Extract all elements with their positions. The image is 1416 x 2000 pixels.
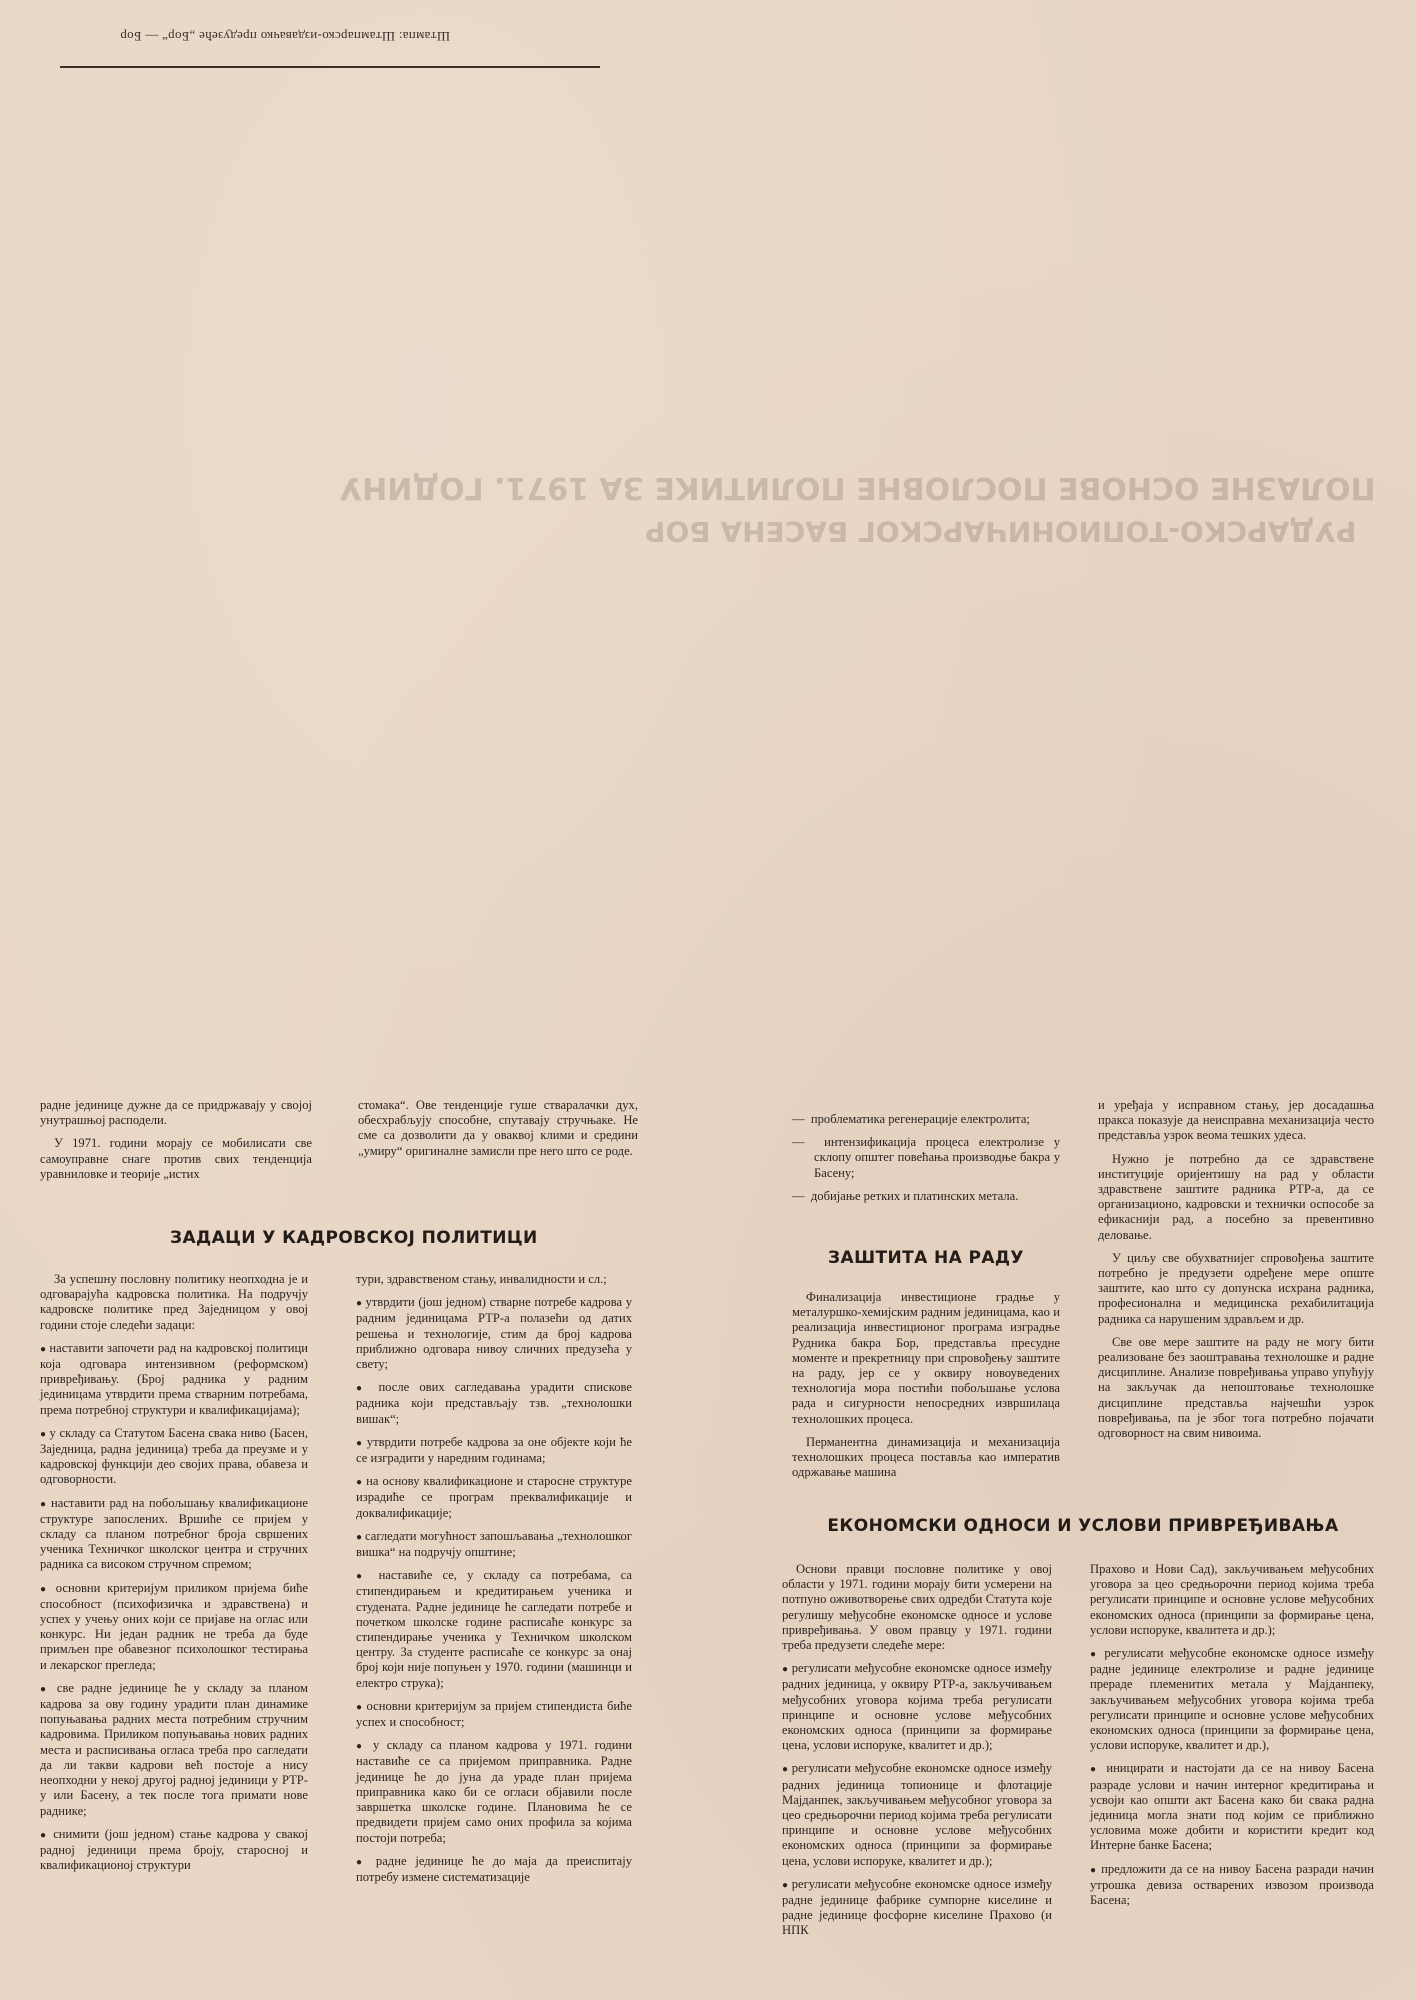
- list-item: ● регулисати међусобне економске односе између радне јединице фабрике сумпорне киселине и радне јединице фосфорне киселине Прахово (и НПК: [782, 1877, 1052, 1939]
- paragraph: За успешну пословну политику неопходна је и одговарајућа кадровска политика. На подручју кадровске политике пред Заједницом у овој години стоје следећи задаци:: [40, 1272, 308, 1332]
- printer-imprint: Штампа: Штампарско-издавачко предузеће „Бор“ — Бор: [120, 29, 450, 44]
- list-item: ● основни критеријум за пријем стипендиста биће успех и способност;: [356, 1699, 632, 1730]
- list-item: ● снимити (још једном) стање кадрова у свакој радној јединици према броју, старосној и квалификационој структури: [40, 1827, 308, 1874]
- list-item: — интензификација процеса електролизе у склопу општег повећања производње бакра у Басену;: [792, 1135, 1060, 1181]
- safety-col-3: [792, 1290, 1060, 1488]
- paragraph: У циљу све обухватнијег спровођења заштите потребно је предузети одређене мере опште заштите, као што су допунска исхрана радника, професионална и медицинска рехабилитација радника са нарушеним здрављем и др.: [1098, 1250, 1374, 1326]
- bleed-through-heading-1: ПОЛАЗНЕ ОСНОВЕ ПОСЛОВНЕ ПОЛИТИКЕ ЗА 1971. ГОДИНУ: [339, 470, 1376, 505]
- list-item: ● утврдити потребе кадрова за оне објекте који ће се изградити у наредним годинама;: [356, 1435, 632, 1466]
- list-item: ● све радне јединице ће у складу за планом кадрова за ову годину урадити план динамике попуњавања радних места потребним стручним кадровима. Приликом попуњавања нових радних места и расписивања огласа треба про сагледати да ли такви кадрови већ постоје а нису неопходни у некој другој радној јединици у РТР-у или Басену, а тек после тога примати нове раднике;: [40, 1681, 308, 1819]
- list-item: ● наставити започети рад на кадровској политици која одговара интензивном (реформском) привређивању. (Број радника у радним јединицама утврдити према стварним потребама, према потребној структури и квалификацијама);: [40, 1341, 308, 1418]
- intro-col-1: [40, 1098, 312, 1190]
- paragraph: Финализација инвестиционе градње у металуршко-хемијским радним јединицама, као и реализација инвестиционог програма изградње Рудника бакра Бор, представља пресудне моменте и прекретницу при спровођењу заштите на раду, јер се у оквиру новоуведених технологија мора постићи побољшање услова рада и сигурности непосредних извршилаца технолошких процеса.: [792, 1290, 1060, 1426]
- list-item: ● у складу са Статутом Басена свака ниво (Басен, Заједница, радна јединица) треба да преузме и у кадровској функцији део својих права, обавеза и одговорности.: [40, 1426, 308, 1488]
- intro-col-4: [1098, 1098, 1374, 1449]
- section-title-economic: ЕКОНОМСКИ ОДНОСИ И УСЛОВИ ПРИВРЕЂИВАЊА: [827, 1516, 1339, 1536]
- list-item: ● предложити да се на нивоу Басена разради начин утрошка девиза остварених извозом производа Басена;: [1090, 1862, 1374, 1909]
- list-item: ● радне јединице ће до маја да преиспитају потребу измене систематизације: [356, 1854, 632, 1885]
- list-item: ● утврдити (још једном) стварне потребе кадрова у радним јединицама РТР-а полазећи од датих решења и технологије, стим да број кадрова приближно одговара нивоу сличних предузећа у свету;: [356, 1295, 632, 1372]
- paragraph: тури, здравственом стању, инвалидности и сл.;: [356, 1272, 607, 1286]
- list-item: ● иницирати и настојати да се на нивоу Басена разраде услови и начин интерног кредитирања и усвоји као општи акт Басена како би свака радна јединица могла знати под којим се приближно условима може добити и користити кредит код Интерне банке Басена;: [1090, 1761, 1374, 1853]
- list-item: — проблематика регенерације електролита;: [792, 1112, 1060, 1127]
- cadre-col-1: [40, 1272, 308, 1881]
- bleed-through-heading-2: РУДАРСКО-ТОПИОНИЧАРСКОГ БАСЕНА БОР: [644, 515, 1356, 548]
- paragraph: Прахово и Нови Сад), закључивањем међусобних уговора за цео средњорочни период којима треба регулисати принципе и основне услове међусобних економских односа (принципи за формирање цена, услови испоруке, квалитета и др.);: [1090, 1562, 1374, 1637]
- section-title-safety: ЗАШТИТА НА РАДУ: [828, 1248, 1024, 1268]
- list-item: ● регулисати међусобне економске односе између радних јединица, у оквиру РТР-а, закључивањем међусобних уговора којима треба регулисати принципе и основне услове међусобних економских односа (принципи за формирање цена, услови испоруке, квалитет и др.);: [782, 1661, 1052, 1753]
- section-title-cadre: ЗАДАЦИ У КАДРОВСКОЈ ПОЛИТИЦИ: [170, 1228, 538, 1248]
- paragraph: радне јединице дужне да се придржавају у својој унутрашњој расподели.: [40, 1098, 312, 1128]
- list-item: — добијање ретких и платинских метала.: [792, 1189, 1060, 1204]
- intro-col-2: [358, 1098, 638, 1167]
- paragraph: Перманентна динамизација и механизација технолошких процеса поставља као императив одржавање машина: [792, 1434, 1060, 1480]
- cadre-col-2: [356, 1272, 632, 1893]
- paragraph: стомака“. Ове тенденције гуше стваралачки дух, обесхрабљују способне, спутавају стручњаке. Не сме са дозволити да у оваквој клими и средини „умиру“ оригиналне замисли пре него што се роде.: [358, 1098, 638, 1158]
- paragraph: Нужно је потребно да се здравствене институције оријентишу на рад у области здравствене заштите радника РТР-а, да се организационо, кадровски и технички оспособе за ефикаснији рад, а посебно за превентивно деловање.: [1098, 1151, 1374, 1242]
- paragraph: У 1971. години морају се мобилисати све самоуправне снаге против свих тенденција уравниловке и теорије „истих: [40, 1136, 312, 1181]
- paragraph: и уређаја у исправном стању, јер досадашња пракса показује да неисправна механизација често представља узрок веома тешких удеса.: [1098, 1098, 1374, 1143]
- paragraph: Основи правци пословне политике у овој области у 1971. години морају бити усмерени на потпуно оживотворење свих одредби Статута које регулишу међусобне економске односе и услове привређивања. У овом правцу у 1971. години треба предузети следеће мере:: [782, 1562, 1052, 1653]
- list-item: ● у складу са планом кадрова у 1971. години наставиће се са пријемом приправника. Радне јединице ће до јуна да ураде план пријема приправника како би се огласи објавили после завршетка школске године. Плановима ће се предвидети пријем само оних профила за којима постоји потреба;: [356, 1738, 632, 1845]
- list-item: ● основни критеријум приликом пријема биће способност (психофизичка и здравствена) и успех у учењу оних који се пријаве на оглас или конкурс. Ни један радник не треба да буде примљен пре обавезног психолошког тестирања и лекарског прегледа;: [40, 1581, 308, 1673]
- paragraph: Све ове мере заштите на раду не могу бити реализоване без заоштравања технолошке и радне дисциплине. Анализе повређивања управо упућују на закључак да непоштовање технолошке дисциплине представља најчешћи узрок повређивања, па је због тога потребно појачати одговорност на свим нивоима.: [1098, 1334, 1374, 1441]
- economic-col-4: [1090, 1562, 1374, 1916]
- list-item: ● сагледати могућност запошљавања „технолошког вишка“ на подручју општине;: [356, 1529, 632, 1560]
- economic-col-3: [782, 1562, 1052, 1947]
- list-item: ● наставити рад на побољшању квалификационе структуре запослених. Вршиће се пријем у складу са планом потребног броја свршених ученика Техничког школског центра и стручних радника са високом стручном спремом;: [40, 1496, 308, 1573]
- top-rule: [60, 66, 600, 68]
- list-item: ● регулисати међусобне економске односе између радних јединица топионице и флотације Мајданпек, закључивањем међусобног уговора за цео средњорочни период којима треба регулисати принципе и основне услове међусобних економских односа (принципи за формирање цена, услови испоруке, квалитет и др.);: [782, 1761, 1052, 1868]
- list-item: ● наставиће се, у складу са потребама, са стипендирањем и кредитирањем ученика и студената. Радне јединице ће сагледати потребе и почетком школске године расписаће конкурс за стипендирање ученика у Техничком школском центру. За студенте расписаће се конкурс за онај број који није попуњен у 1970. години (машинци и електро струка);: [356, 1568, 632, 1691]
- intro-col-3: [792, 1112, 1060, 1212]
- list-item: ● на основу квалификационе и старосне структуре израдиће се програм преквалификације и доквалификације;: [356, 1474, 632, 1521]
- list-item: ● регулисати међусобне економске односе између радне јединице електролизе и радне јединице прераде племенитих метала у Мајданпеку, закључивањем међусобних уговора којима треба регулисати принципе и основне услове међусобних економских односа (принципи за формирање цена, услови испоруке, квалитет и др.),: [1090, 1646, 1374, 1753]
- list-item: ● после ових сагледавања урадити спискове радника који представљају тзв. „технолошки вишак“;: [356, 1380, 632, 1427]
